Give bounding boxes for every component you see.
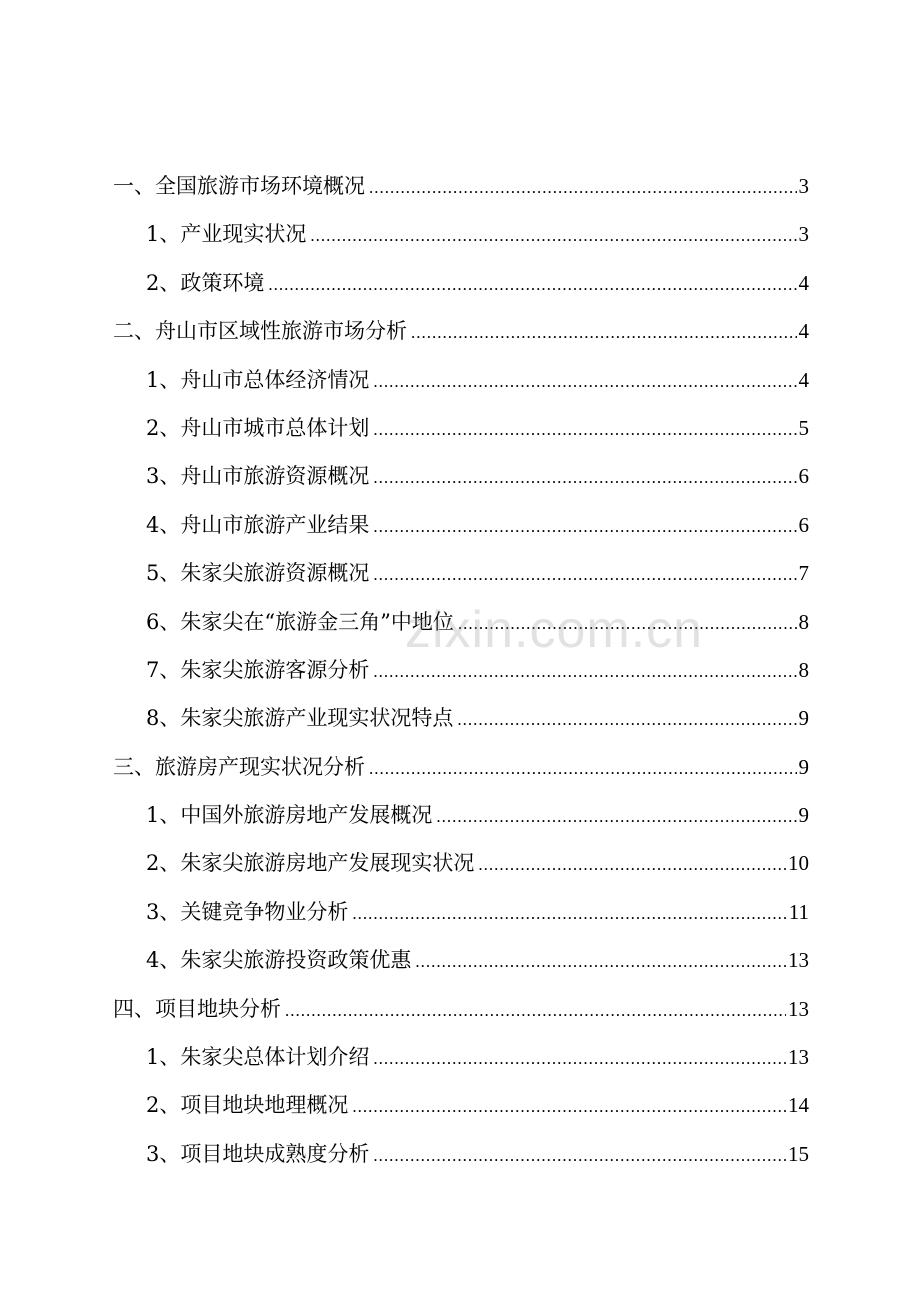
toc-entry[interactable] xyxy=(113,162,809,210)
toc-entry[interactable] xyxy=(113,1130,809,1178)
toc-page-number: 3 xyxy=(798,222,809,247)
toc-dot-leader xyxy=(369,745,797,793)
toc-entry[interactable] xyxy=(113,404,809,452)
toc-page-number: 8 xyxy=(798,609,809,634)
toc-dot-leader xyxy=(373,1035,786,1083)
toc-entry[interactable] xyxy=(113,549,809,597)
toc-entry-title: 1、朱家尖总体计划介绍 xyxy=(146,1045,370,1070)
toc-entry-title: 2、政策环境 xyxy=(146,270,265,295)
toc-page-number: 9 xyxy=(798,754,809,779)
toc-dot-leader xyxy=(373,551,796,599)
toc-page-number: 7 xyxy=(798,561,809,586)
toc-page-number: 15 xyxy=(788,1141,809,1166)
watermark-text: zixin.com.cn xyxy=(405,601,704,659)
toc-page-number: 8 xyxy=(798,657,809,682)
toc-dot-leader xyxy=(415,938,786,986)
toc-entry-title: 1、中国外旅游房地产发展概况 xyxy=(146,803,433,828)
toc-dot-leader xyxy=(373,454,796,502)
toc-entry[interactable] xyxy=(113,888,809,936)
toc-entry-title: 2、舟山市城市总体计划 xyxy=(146,415,370,440)
toc-entry-title: 二、舟山市区域性旅游市场分析 xyxy=(113,319,407,344)
toc-entry-title: 5、朱家尖旅游资源概况 xyxy=(146,561,370,586)
toc-entry-title: 1、产业现实状况 xyxy=(146,222,307,247)
toc-dot-leader xyxy=(352,1083,786,1131)
toc-entry-title: 一、全国旅游市场环境概况 xyxy=(113,174,365,198)
toc-dot-leader xyxy=(478,841,786,889)
toc-dot-leader xyxy=(369,164,797,212)
toc-page-number: 13 xyxy=(788,1045,809,1070)
toc-page-number: 14 xyxy=(788,1093,809,1118)
toc-page-number: 9 xyxy=(798,706,809,731)
toc-dot-leader xyxy=(457,696,796,744)
toc-entry[interactable] xyxy=(113,210,809,258)
toc-entry-title: 1、舟山市总体经济情况 xyxy=(146,367,370,392)
toc-entry-title: 2、项目地块地理概况 xyxy=(146,1093,349,1118)
toc-entry-title: 3、关键竞争物业分析 xyxy=(146,899,349,924)
toc-dot-leader xyxy=(373,503,796,551)
toc-entry[interactable] xyxy=(113,936,809,984)
toc-entry[interactable] xyxy=(113,694,809,742)
toc-entry-title: 4、舟山市旅游产业结果 xyxy=(146,512,370,537)
toc-entry-title: 2、朱家尖旅游房地产发展现实状况 xyxy=(146,851,475,876)
toc-dot-leader xyxy=(352,890,786,938)
toc-entry-title: 3、项目地块成熟度分析 xyxy=(146,1141,370,1166)
toc-entry-title: 7、朱家尖旅游客源分析 xyxy=(146,657,370,682)
toc-entry-title: 6、朱家尖在“旅游金三角”中地位 xyxy=(146,609,454,634)
toc-page-number: 13 xyxy=(788,996,809,1021)
toc-page-number: 4 xyxy=(798,319,809,344)
toc-page-number: 3 xyxy=(798,174,809,198)
toc-page-number: 4 xyxy=(798,270,809,295)
toc-entry[interactable] xyxy=(113,646,809,694)
toc-entry[interactable] xyxy=(113,1081,809,1129)
toc-entry[interactable] xyxy=(113,743,809,791)
toc-dot-leader xyxy=(285,987,786,1035)
toc-entry-title: 3、舟山市旅游资源概况 xyxy=(146,464,370,489)
toc-page-number: 9 xyxy=(798,803,809,828)
toc-entry[interactable] xyxy=(113,1033,809,1081)
toc-dot-leader xyxy=(458,600,797,648)
toc-dot-leader xyxy=(310,212,796,260)
toc-dot-leader xyxy=(436,793,796,841)
toc-entry[interactable] xyxy=(113,307,809,355)
toc-entry-title: 4、朱家尖旅游投资政策优惠 xyxy=(146,948,412,973)
toc-page-number: 6 xyxy=(798,464,809,489)
toc-entry[interactable] xyxy=(113,839,809,887)
toc-page-number: 5 xyxy=(798,415,809,440)
toc-entry[interactable] xyxy=(113,791,809,839)
toc-dot-leader xyxy=(268,261,796,309)
toc-entry-title: 8、朱家尖旅游产业现实状况特点 xyxy=(146,706,454,731)
toc-entry-title: 三、旅游房产现实状况分析 xyxy=(113,754,365,779)
toc-entry-title: 四、项目地块分析 xyxy=(113,996,281,1021)
toc-dot-leader xyxy=(373,648,796,696)
table-of-contents xyxy=(113,162,809,1178)
toc-page-number: 10 xyxy=(788,851,809,876)
toc-page-number: 13 xyxy=(788,948,809,973)
toc-entry[interactable] xyxy=(113,452,809,500)
toc-page-number: 11 xyxy=(788,899,809,924)
toc-page-number: 4 xyxy=(798,367,809,392)
toc-dot-leader xyxy=(373,358,796,406)
toc-entry[interactable] xyxy=(113,259,809,307)
toc-entry[interactable] xyxy=(113,598,809,646)
toc-dot-leader xyxy=(411,309,797,357)
toc-dot-leader xyxy=(373,1132,786,1180)
toc-dot-leader xyxy=(373,406,796,454)
toc-entry[interactable] xyxy=(113,356,809,404)
toc-entry[interactable] xyxy=(113,985,809,1033)
toc-entry[interactable] xyxy=(113,501,809,549)
toc-page-number: 6 xyxy=(798,512,809,537)
